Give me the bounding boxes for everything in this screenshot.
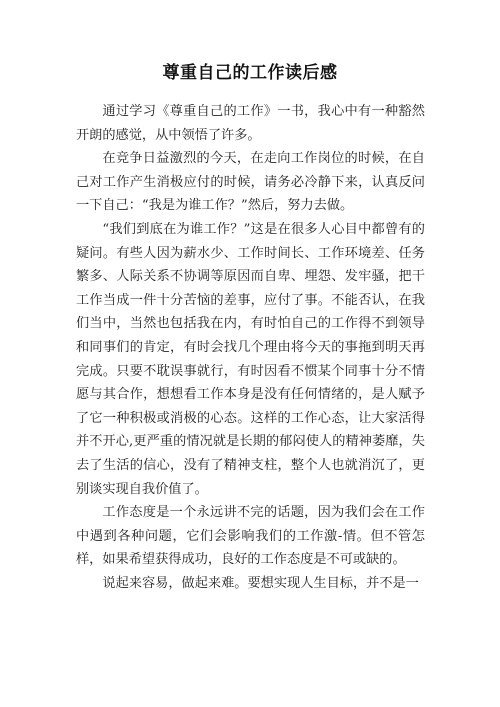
paragraph: “我们到底在为谁工作？”这是在很多人心目中都曾有的疑问。有些人因为薪水少、工作时间长、工作环境差、任务繁多、人际关系不协调等原因而自卑、埋怨、发牢骚，把干工作当成一件十分苦恼的差事，应付了事。不能否认，在我们当中，当然也包括我在内，有时怕自己的工作得不到领导和同事们的肯定，有时会找几个理由将今天的事拖到明天再完成。只要不耽误事就行，有时因看不惯某个同事十分不情愿与其合作，想想看工作本身是没有任何情绪的，是人赋予了它一种积极或消极的心态。这样的工作心态，让大家活得并不开心,更严重的情况就是长期的郁闷使人的精神萎靡，失去了生活的信心，没有了精神支柱，整个人也就消沉了，更别谈实现自我价值了。 [76, 221, 425, 497]
paragraph: 通过学习《尊重自己的工作》一书，我心中有一种豁然开朗的感觉，从中领悟了许多。 [76, 104, 425, 143]
document-body [76, 100, 425, 595]
paragraph: 说起来容易，做起来难。要想实现人生目标，并不是一 [102, 575, 419, 591]
paragraph: 工作态度是一个永远讲不完的话题，因为我们会在工作中遇到各种问题，它们会影响我们的工作激-情。但不管怎样，如果希望获得成功，良好的工作态度是不可或缺的。 [76, 505, 425, 568]
document-title: 尊重自己的工作读后感 [162, 63, 338, 83]
paragraph: 在竞争日益激烈的今天，在走向工作岗位的时候，在自己对工作产生消极应付的时候，请务必冷静下来，认真反问一下自己：“我是为谁工作？”然后，努力去做。 [76, 151, 425, 214]
